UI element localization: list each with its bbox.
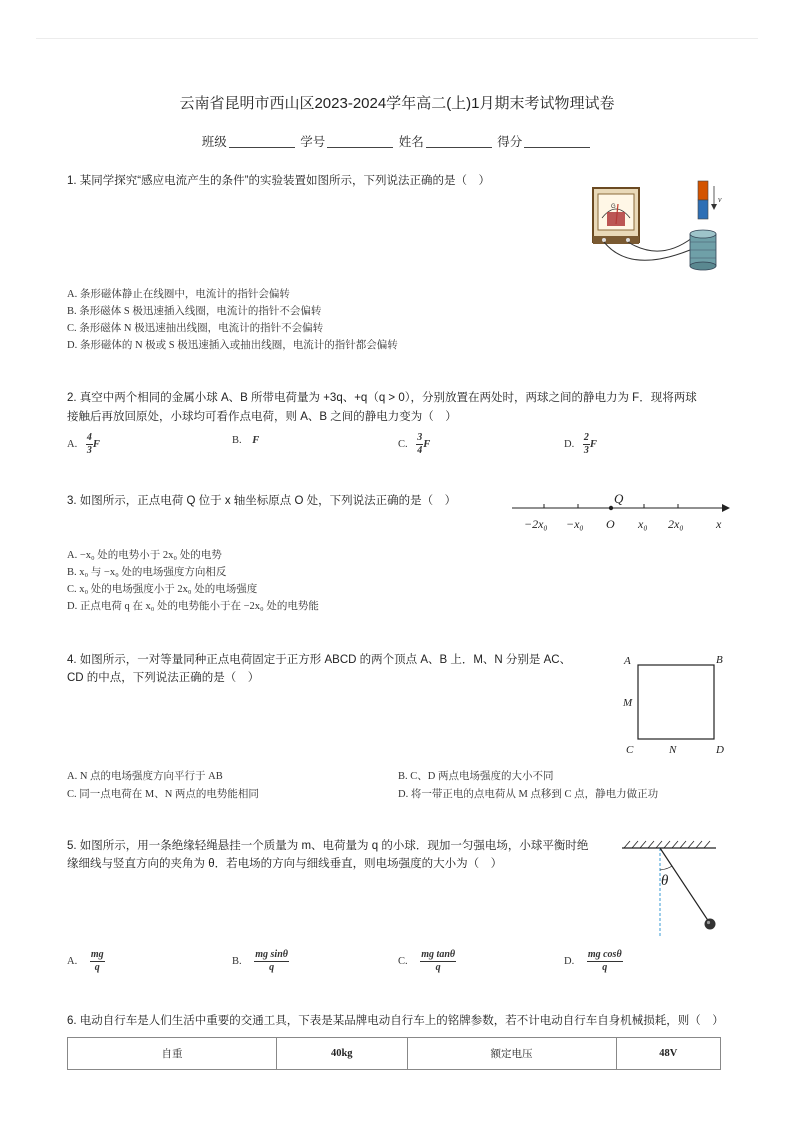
q3-tick-origin: O xyxy=(606,517,615,531)
table-row xyxy=(68,1038,721,1070)
q2-d-symbol: F xyxy=(589,438,597,450)
q5-option-a[interactable] xyxy=(67,949,105,974)
q5-option-a-fraction xyxy=(90,949,105,974)
q2-stem-line2: 接触后再放回原处，小球均可看作点电荷，则 A、B 之间的静电力变为（ ） xyxy=(67,411,457,423)
q4-vertex-a: A xyxy=(624,655,631,667)
q3-stem: 3. 如图所示，正点电荷 Q 位于 x 轴坐标原点 O 处，下列说法正确的是（ ） xyxy=(67,495,457,507)
q5-option-b-fraction xyxy=(254,949,289,974)
q1-option-b[interactable]: B. 条形磁体 S 极迅速插入线圈，电流计的指针不会偏转 xyxy=(67,306,322,317)
q3-option-a[interactable]: A. −x₀ 处的电势小于 2x₀ 处的电势 xyxy=(67,550,222,561)
q5-option-d[interactable] xyxy=(564,949,623,974)
q5-stem-line2: 缘细线与竖直方向的夹角为 θ．若电场的方向与细线垂直，则电场强度的大小为（ ） xyxy=(67,858,503,870)
q4-stem-line1: 4. 如图所示，一对等量同种正点电荷固定于正方形 ABCD 的两个顶点 A、B 上．M、N 分别是 AC、 xyxy=(67,654,572,666)
q2-a-symbol: F xyxy=(92,438,100,450)
page-top-rule xyxy=(36,38,758,39)
q3-option-b[interactable]: B. x₀ 与 −x₀ 处的电场强度方向相反 xyxy=(67,567,227,578)
q4-vertex-b: B xyxy=(716,654,723,666)
q3-axis-name: x xyxy=(716,517,722,531)
q5-c-denominator: q xyxy=(435,962,441,973)
q5-figure-pendulum xyxy=(618,838,728,943)
q5-b-numerator: mg sinθ xyxy=(255,949,288,960)
id-blank[interactable] xyxy=(327,135,393,148)
q5-a-numerator: mg xyxy=(90,949,104,960)
q2-option-a-fraction xyxy=(86,432,93,457)
q4-vertex-c: C xyxy=(626,744,634,756)
spec-weight-label: 自重 xyxy=(68,1038,277,1070)
q5-option-a-letter: A. xyxy=(67,955,78,967)
q2-d-denominator: 3 xyxy=(583,445,589,456)
student-info-line xyxy=(0,132,794,150)
q5-option-b-letter: B. xyxy=(232,955,242,967)
q2-a-denominator: 3 xyxy=(86,445,92,456)
q2-option-a[interactable] xyxy=(67,432,100,457)
q4-midpoint-m: M xyxy=(623,697,633,709)
spec-voltage-label: 额定电压 xyxy=(407,1038,616,1070)
q2-d-numerator: 2 xyxy=(583,432,589,443)
q1-stem: 1. 某同学探究“感应电流产生的条件”的实验装置如图所示，下列说法正确的是（ ） xyxy=(67,175,490,187)
q3-figure-x-axis xyxy=(508,490,738,540)
q4-option-d[interactable]: D. 将一带正电的点电荷从 M 点移到 C 点，静电力做正功 xyxy=(398,789,659,800)
q2-stem-line1: 2. 真空中两个相同的金属小球 A、B 所带电荷量为 +3q、+q（q > 0），分别放置在两处时，两球之间的静电力为 F．现将两球 xyxy=(67,392,697,404)
q1-option-d[interactable]: D. 条形磁体的 N 极或 S 极迅速插入或抽出线圈，电流计的指针都会偏转 xyxy=(67,340,398,351)
q6-stem: 6. 电动自行车是人们生活中重要的交通工具，下表是某品牌电动自行车上的铭牌参数，若不计电动自行车自身机械损耗，则（ ） xyxy=(67,1015,724,1027)
q4-option-a[interactable]: A. N 点的电场强度方向平行于 AB xyxy=(67,771,223,782)
spec-voltage-value: 48V xyxy=(616,1038,721,1070)
q3-tick-neg-x0: −x₀ xyxy=(566,517,584,531)
q1-option-a[interactable]: A. 条形磁体静止在线圈中，电流计的指针会偏转 xyxy=(67,289,290,300)
score-blank[interactable] xyxy=(524,135,590,148)
q2-option-d-fraction xyxy=(583,432,590,457)
q5-b-denominator: q xyxy=(269,962,275,973)
q3-tick-2x0: 2x₀ xyxy=(668,517,684,531)
q4-option-b[interactable]: B. C、D 两点电场强度的大小不同 xyxy=(398,771,554,782)
q2-option-b[interactable] xyxy=(232,432,259,449)
q3-charge-label: Q xyxy=(614,491,624,506)
q4-option-c[interactable]: C. 同一点电荷在 M、N 两点的电势能相同 xyxy=(67,789,259,800)
name-blank[interactable] xyxy=(426,135,492,148)
paper-title: 云南省昆明市西山区2023-2024学年高二(上)1月期末考试物理试卷 xyxy=(179,95,615,112)
q5-option-b[interactable] xyxy=(232,949,289,974)
q2-c-numerator: 3 xyxy=(417,432,423,443)
q3-option-d[interactable]: D. 正点电荷 q 在 x₀ 处的电势能小于在 −2x₀ 处的电势能 xyxy=(67,601,319,612)
q1-option-c[interactable]: C. 条形磁体 N 极迅速抽出线圈，电流计的指针不会偏转 xyxy=(67,323,324,334)
q6-spec-table xyxy=(67,1037,721,1070)
q2-option-d[interactable] xyxy=(564,432,597,457)
spec-weight-value: 40kg xyxy=(276,1038,407,1070)
q5-option-c-fraction xyxy=(420,949,456,974)
class-field-label: 班级 xyxy=(201,135,227,149)
q5-option-c[interactable] xyxy=(398,949,456,974)
q2-c-symbol: F xyxy=(423,438,431,450)
q1-velocity-label: v xyxy=(718,195,722,204)
q4-figure-square-abcd xyxy=(620,652,730,758)
q2-option-c-letter: C. xyxy=(398,438,408,450)
q2-option-d-letter: D. xyxy=(564,438,575,450)
q2-option-c[interactable] xyxy=(398,432,430,457)
name-field-label: 姓名 xyxy=(398,135,424,149)
q4-midpoint-n: N xyxy=(669,744,677,756)
q2-c-denominator: 4 xyxy=(417,445,423,456)
q5-stem-line1: 5. 如图所示，用一条绝缘轻绳悬挂一个质量为 m、电荷量为 q 的小球．现加一匀强电场，小球平衡时绝 xyxy=(67,840,589,852)
id-field-label: 学号 xyxy=(300,135,326,149)
q5-option-c-letter: C. xyxy=(398,955,408,967)
q1-figure-galvanometer-coil xyxy=(590,178,740,278)
q5-a-denominator: q xyxy=(94,962,100,973)
q2-option-a-letter: A. xyxy=(67,438,78,450)
class-blank[interactable] xyxy=(229,135,295,148)
q5-angle-theta: θ xyxy=(661,873,669,889)
q3-tick-x0: x₀ xyxy=(638,517,648,531)
q2-b-value: F xyxy=(252,435,260,446)
q2-option-b-letter: B. xyxy=(232,435,242,446)
q5-c-numerator: mg tanθ xyxy=(421,949,456,960)
q3-option-c[interactable]: C. x₀ 处的电场强度小于 2x₀ 处的电场强度 xyxy=(67,584,258,595)
q5-option-d-fraction xyxy=(587,949,623,974)
q4-vertex-d: D xyxy=(716,744,724,756)
q5-d-numerator: mg cosθ xyxy=(587,949,622,960)
q2-a-numerator: 4 xyxy=(86,432,92,443)
q3-tick-neg-2x0: −2x₀ xyxy=(524,517,548,531)
score-field-label: 得分 xyxy=(497,135,523,149)
q5-d-denominator: q xyxy=(602,962,608,973)
q4-stem-line2: CD 的中点，下列说法正确的是（ ） xyxy=(67,672,260,684)
svg-text:G: G xyxy=(611,204,616,210)
q5-option-d-letter: D. xyxy=(564,955,575,967)
